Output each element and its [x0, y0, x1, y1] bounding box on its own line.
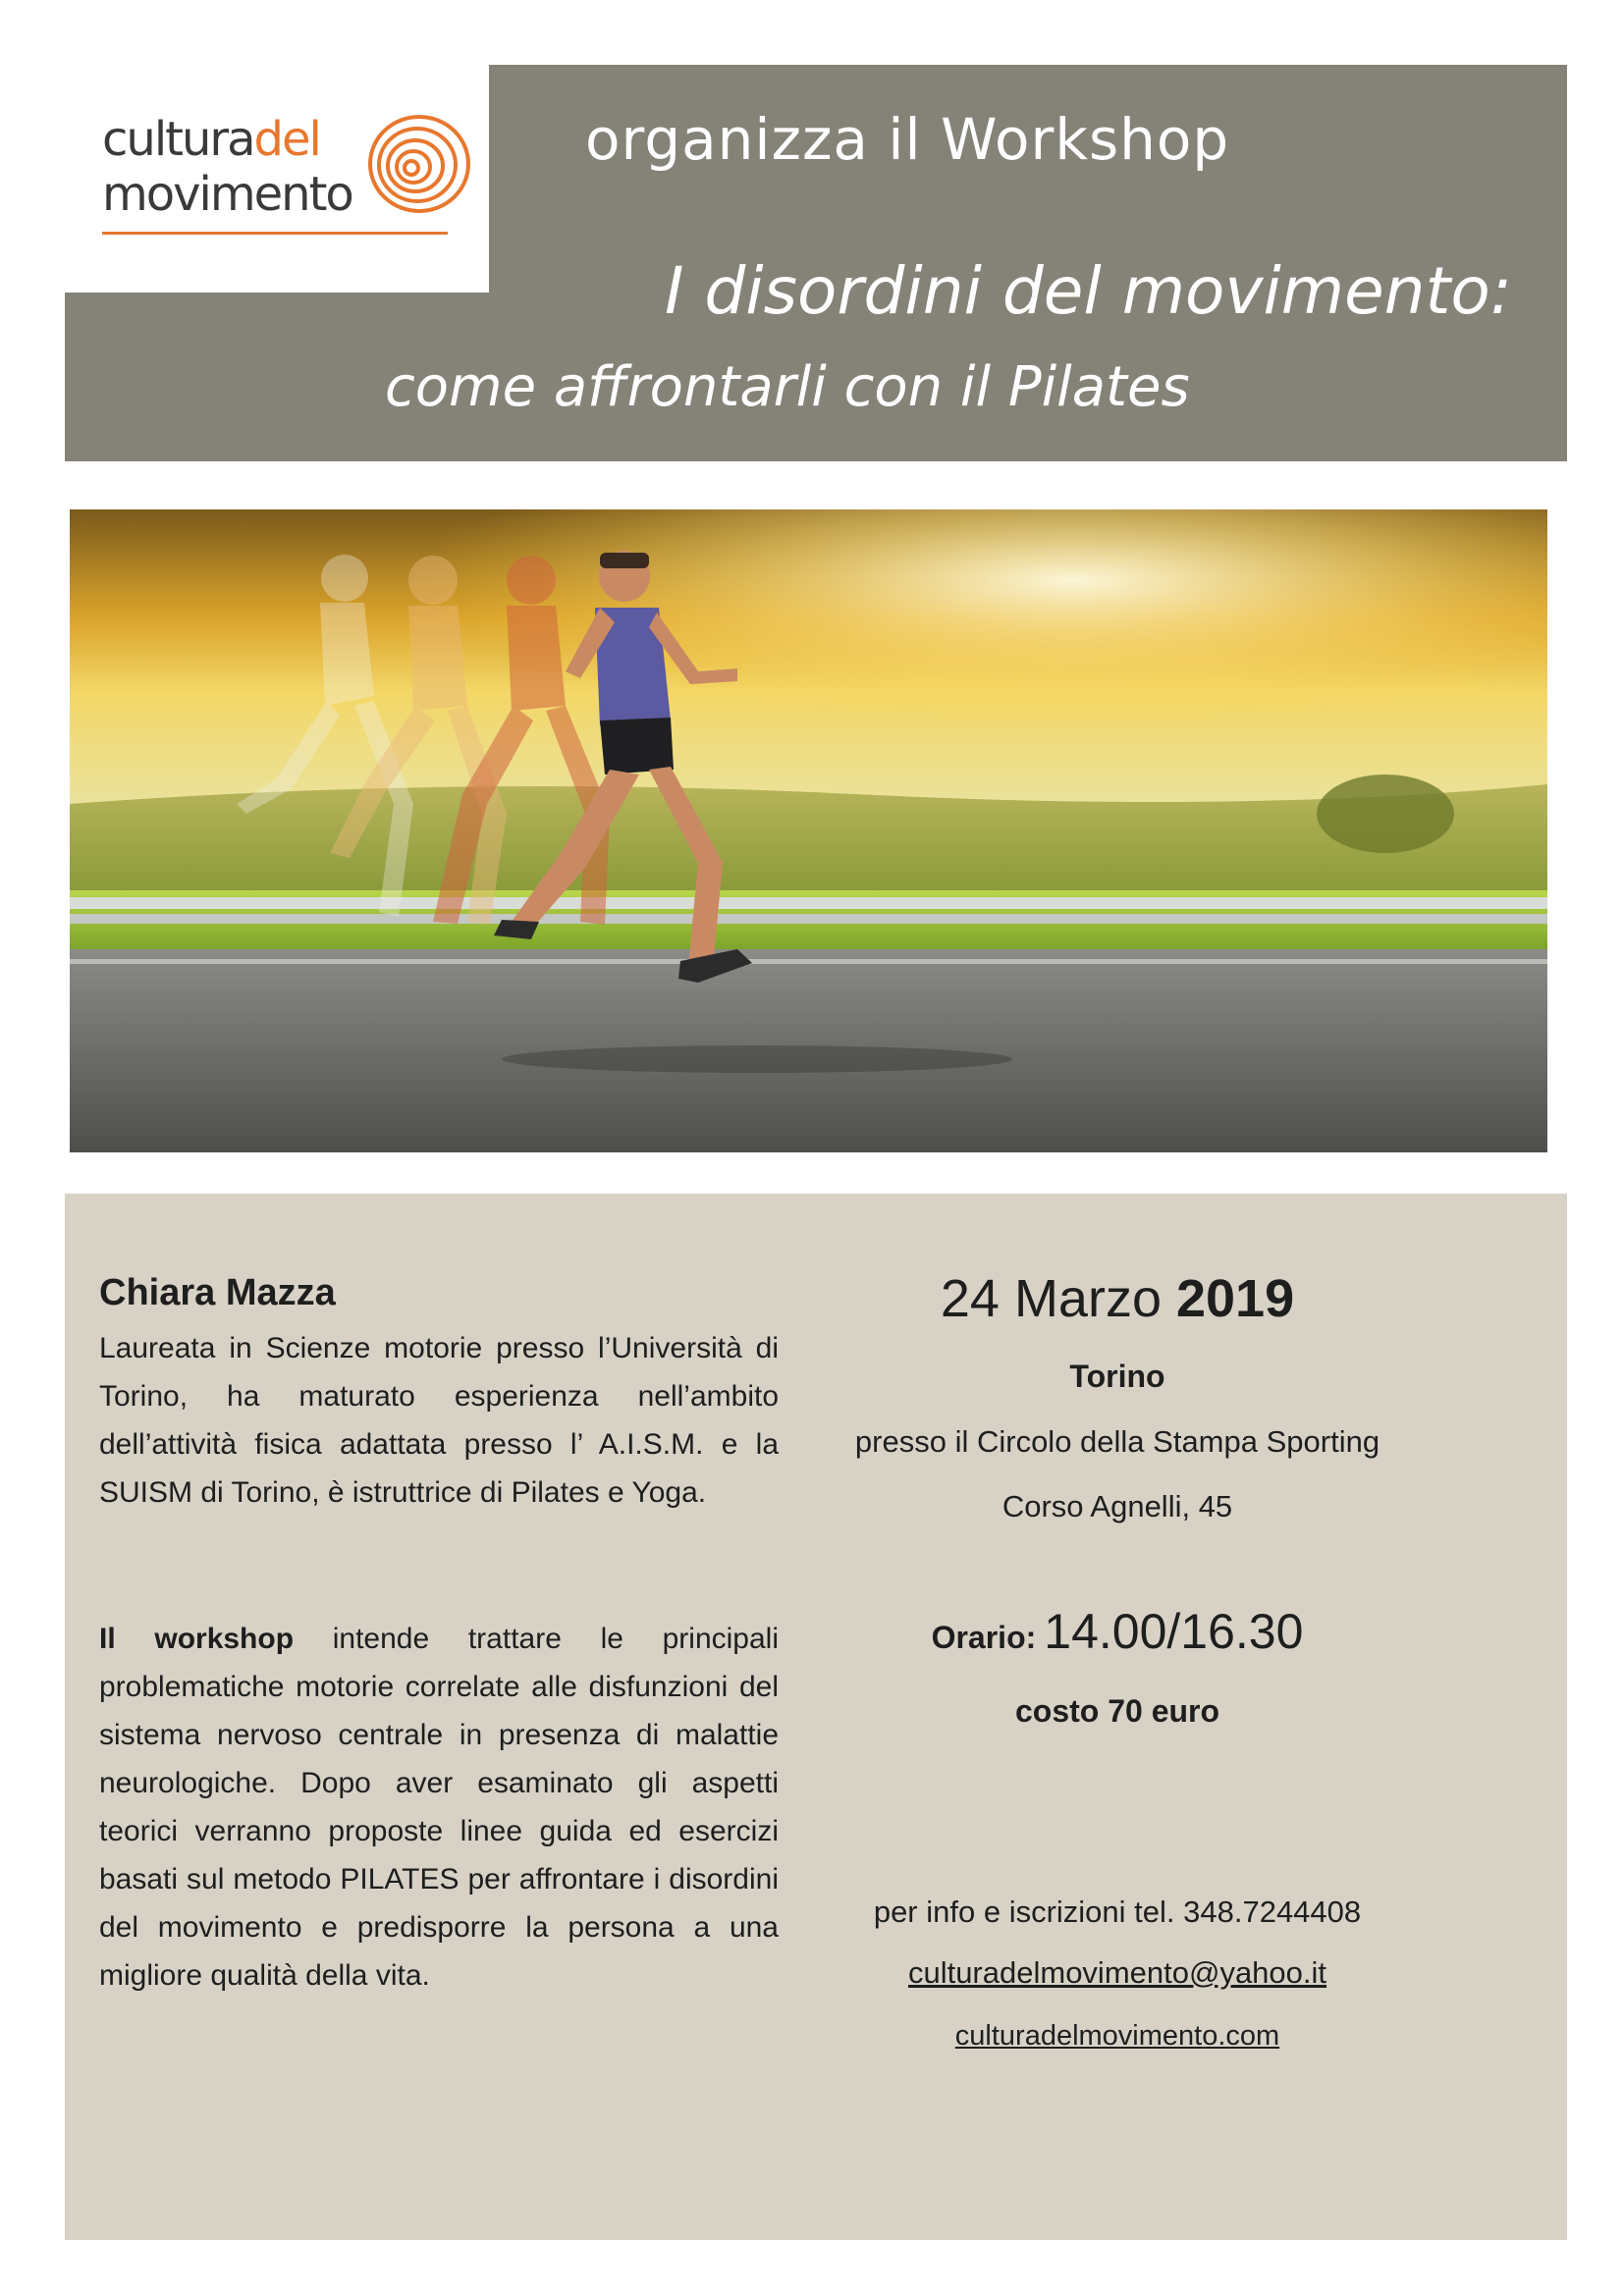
event-address: Corso Agnelli, 45 — [1001, 1489, 1233, 1523]
speaker-bio: Laureata in Scienze motorie presso l’Università di Torino, ha maturato esperienza nell’ambito dell’attività fisica adattata presso l’ A.I.S.M. e la SUISM di Torino, è istruttrice di Pilates e Yoga. — [99, 1332, 779, 1509]
event-date-day-month: 24 Marzo — [940, 1269, 1176, 1328]
event-city: Torino — [1069, 1359, 1165, 1394]
logo-text — [102, 112, 352, 222]
workshop-lead: Il workshop — [99, 1623, 295, 1655]
event-hours-label: Orario: — [931, 1620, 1037, 1655]
organizer-line: organizza il Workshop — [585, 106, 1230, 173]
runner-image — [70, 509, 1547, 1152]
info-panel — [65, 1194, 1567, 2240]
logo — [65, 65, 489, 293]
logo-word-cultura: cultura — [102, 112, 254, 167]
event-date — [813, 1268, 1422, 1329]
event-venue: presso il Circolo della Stampa Sporting — [854, 1424, 1380, 1459]
logo-word-movimento: movimento — [102, 167, 352, 222]
event-cost: costo 70 euro — [1014, 1693, 1220, 1729]
runner-photo — [70, 509, 1547, 1152]
contact-email-link[interactable]: culturadelmovimento@yahoo.it — [907, 1955, 1327, 1990]
page-title: I disordini del movimento: — [664, 253, 1512, 329]
website-link[interactable]: culturadelmovimento.com — [954, 2020, 1280, 2052]
event-date-year: 2019 — [1175, 1269, 1295, 1328]
speaker-name: Chiara Mazza — [99, 1272, 336, 1313]
workshop-description — [99, 1615, 779, 2000]
spiral-logo-icon — [365, 110, 473, 218]
workshop-description-text: intende trattare le principali problematiche motorie correlate alle disfunzioni del sistema nervoso centrale in presenza di malattie neurologiche. Dopo aver esaminato gli aspetti teorici verranno proposte linee guida ed esercizi basati sul metodo PILATES per affrontare i disordini del movimento e predisporre la persona a una migliore qualità della vita. — [99, 1623, 779, 1992]
page-subtitle: come affrontarli con il Pilates — [385, 355, 1190, 419]
contact-info: per info e iscrizioni tel. 348.7244408 — [873, 1895, 1362, 1929]
event-hours — [813, 1603, 1422, 1660]
speaker-column — [99, 1272, 779, 2000]
event-details-column — [813, 1269, 1422, 2053]
event-hours-value: 14.00/16.30 — [1044, 1604, 1304, 1659]
header-band — [65, 65, 1567, 461]
logo-underline — [102, 232, 448, 235]
logo-word-del: del — [253, 112, 320, 167]
